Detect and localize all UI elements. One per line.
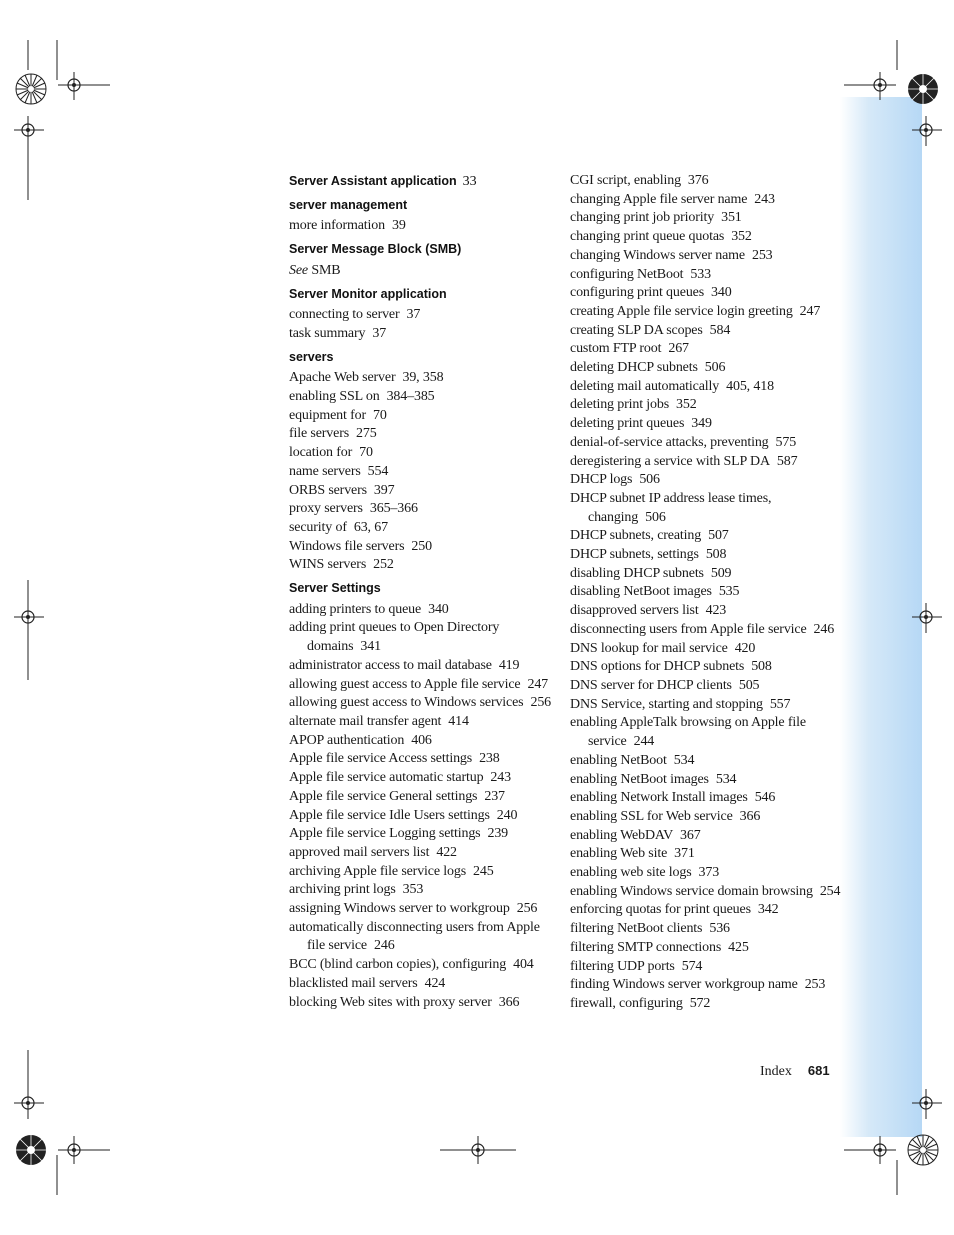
trim-line-bottom-left <box>56 1155 58 1195</box>
index-entry-text: security of <box>289 519 347 535</box>
crosshair-mark-top-left <box>56 72 112 100</box>
index-page-ref: 554 <box>367 463 389 479</box>
index-page-ref: 574 <box>681 958 703 974</box>
index-entry <box>570 883 841 902</box>
index-entry-text: name servers <box>289 463 361 479</box>
index-entry <box>289 694 559 713</box>
index-entry-text: custom FTP root <box>570 341 662 357</box>
index-page-ref: 246 <box>374 938 395 954</box>
index-entry-text: allowing guest access to Apple file service <box>289 676 521 692</box>
index-entry <box>570 658 835 677</box>
index-entry-text: configuring NetBoot <box>570 266 684 282</box>
index-entry-text: enabling web site logs <box>570 865 692 881</box>
index-entry-text: APOP authentication <box>289 732 405 748</box>
index-entry-text: adding print queues to Open Directory domains <box>289 620 500 655</box>
index-page-ref: 238 <box>479 751 500 767</box>
index-entry-text: creating SLP DA scopes <box>570 322 703 338</box>
index-entry-text: Apple file service Idle Users settings <box>289 807 490 823</box>
index-entry <box>289 619 559 656</box>
index-entry <box>570 808 835 827</box>
index-page-ref: 404 <box>513 957 534 973</box>
index-entry <box>289 900 559 919</box>
index-entry <box>570 939 835 958</box>
index-entry-text: denial-of-service attacks, preventing <box>570 434 769 450</box>
index-entry <box>289 369 559 388</box>
index-entry-text: enabling Network Install images <box>570 790 748 806</box>
page-number: 681 <box>807 1063 830 1078</box>
index-entry-text: disapproved servers list <box>570 603 699 619</box>
index-page-ref: 341 <box>360 639 381 655</box>
index-page-ref: 352 <box>676 397 697 413</box>
index-entry <box>289 750 559 769</box>
index-entry-text: disconnecting users from Apple file service <box>570 621 807 637</box>
index-page-ref: 253 <box>804 977 826 993</box>
index-entry-text: creating Apple file service login greeting <box>570 303 793 319</box>
index-page-ref: 414 <box>448 713 469 729</box>
index-entry <box>289 262 559 281</box>
index-entry-text: approved mail servers list <box>289 844 430 860</box>
index-page-ref: 584 <box>709 322 731 338</box>
index-entry-text: changing Apple file server name <box>570 191 748 207</box>
index-heading-text: Server Assistant application <box>289 174 457 188</box>
index-heading <box>289 172 559 192</box>
index-entry-text: file servers <box>289 426 350 442</box>
index-page-ref: 506 <box>645 509 666 525</box>
index-entry <box>289 881 559 900</box>
index-page-ref: 39, 358 <box>402 370 444 386</box>
index-page-ref: 63, 67 <box>353 519 388 535</box>
footer-label: Index <box>760 1064 792 1079</box>
index-entry <box>289 538 559 557</box>
index-page-ref: 534 <box>715 771 737 787</box>
index-page-ref: 353 <box>402 882 424 898</box>
index-heading <box>289 348 559 367</box>
index-page-ref: 252 <box>373 557 394 573</box>
page-footer <box>760 1063 832 1080</box>
index-heading <box>289 240 559 259</box>
index-entry <box>289 217 559 236</box>
index-page-ref: 546 <box>754 790 776 806</box>
starburst-mark-top-right <box>906 72 940 106</box>
index-entry-text: enabling NetBoot <box>570 752 667 768</box>
index-entry <box>570 901 835 920</box>
index-page-ref: 256 <box>516 901 538 917</box>
crosshair-mark-top-right <box>842 72 898 100</box>
index-entry-text: automatically disconnecting users from Apple file service <box>289 919 540 954</box>
index-entry-text: Windows file servers <box>289 538 405 554</box>
index-page-ref: 366 <box>739 808 761 824</box>
index-entry <box>289 807 559 826</box>
index-page-ref: 425 <box>728 939 749 955</box>
page-edge-color-band <box>840 97 922 1137</box>
index-page-ref: 70 <box>372 407 387 423</box>
index-entry <box>289 732 559 751</box>
index-entry <box>570 191 835 210</box>
index-entry-text: Apple file service General settings <box>289 788 478 804</box>
index-entry <box>570 209 835 228</box>
index-entry-text: ORBS servers <box>289 482 367 498</box>
index-entry <box>570 976 835 995</box>
index-entry-text: enabling SSL for Web service <box>570 808 733 824</box>
index-entry-text: alternate mail transfer agent <box>289 713 442 729</box>
index-entry <box>570 752 835 771</box>
crosshair-mark-bottom-left <box>14 1089 44 1119</box>
index-entry <box>289 556 559 575</box>
index-entry-text: DHCP subnets, settings <box>570 547 699 563</box>
index-entry-text: SMB <box>311 262 341 278</box>
index-entry-text: Apache Web server <box>289 370 396 386</box>
index-entry <box>570 771 835 790</box>
index-entry <box>570 172 835 191</box>
index-entry <box>570 583 835 602</box>
index-entry <box>289 769 559 788</box>
index-page-ref: 534 <box>673 752 695 768</box>
index-entry <box>570 228 835 247</box>
index-page-ref: 371 <box>674 846 695 862</box>
index-page-ref: 267 <box>668 341 689 357</box>
index-entry-text: DHCP subnet IP address lease times, changing <box>570 490 772 525</box>
index-heading-text: servers <box>289 349 334 364</box>
index-entry <box>289 463 559 482</box>
see-reference-label: See <box>289 262 308 278</box>
index-entry <box>289 956 559 975</box>
index-entry-text: location for <box>289 445 353 461</box>
index-page-ref: 419 <box>498 657 520 673</box>
index-entry-text: DNS server for DHCP clients <box>570 677 732 693</box>
index-page-ref: 352 <box>731 229 752 245</box>
index-entry <box>570 322 835 341</box>
index-entry <box>289 519 559 538</box>
index-page-ref: 247 <box>527 676 549 692</box>
index-entry <box>570 714 835 751</box>
index-page-ref: 384–385 <box>386 389 435 405</box>
index-entry-text: disabling DHCP subnets <box>570 565 704 581</box>
index-entry <box>289 657 559 676</box>
index-page-ref: 342 <box>757 902 779 918</box>
index-heading-text: Server Message Block (SMB) <box>289 242 462 257</box>
index-entry <box>570 602 835 621</box>
index-entry <box>570 864 835 883</box>
index-entry-text: changing Windows server name <box>570 247 745 263</box>
index-entry-text: DHCP logs <box>570 472 633 488</box>
index-entry <box>570 640 835 659</box>
index-page-ref: 367 <box>680 827 701 843</box>
starburst-mark-bottom-right <box>906 1133 940 1167</box>
index-entry-text: enabling Windows service domain browsing <box>570 883 813 899</box>
index-heading-text: Server Monitor application <box>289 286 447 301</box>
index-entry <box>570 340 835 359</box>
index-entry-text: configuring print queues <box>570 285 705 301</box>
index-entry-text: connecting to server <box>289 307 400 323</box>
index-entry <box>289 306 559 325</box>
index-entry <box>570 565 835 584</box>
index-page-ref: 405, 418 <box>726 378 774 394</box>
index-entry-text: proxy servers <box>289 501 363 517</box>
index-page-ref: 349 <box>691 416 712 432</box>
crosshair-mark-bottom-center <box>440 1136 516 1164</box>
index-page-ref: 340 <box>428 601 449 617</box>
index-page-ref: 37 <box>406 307 421 323</box>
index-entry <box>570 247 835 266</box>
index-page-ref: 423 <box>705 603 727 619</box>
index-entry <box>289 601 559 620</box>
index-entry <box>289 825 559 844</box>
index-entry <box>570 789 835 808</box>
index-entry-text: filtering NetBoot clients <box>570 921 703 937</box>
trim-line-left <box>27 40 29 1200</box>
index-entry-text: more information <box>289 218 385 234</box>
crosshair-mark-mid-right <box>912 603 942 633</box>
index-heading <box>289 196 559 215</box>
index-entry <box>289 844 559 863</box>
index-page-ref: 406 <box>411 732 432 748</box>
index-entry <box>570 845 835 864</box>
index-entry-text: enabling WebDAV <box>570 827 674 843</box>
index-page-ref: 245 <box>473 863 494 879</box>
index-page-ref: 253 <box>751 247 773 263</box>
index-entry <box>570 546 835 565</box>
index-page-ref: 420 <box>734 640 756 656</box>
index-entry <box>289 676 559 695</box>
index-column-left <box>289 172 559 1012</box>
index-entry <box>570 396 835 415</box>
index-entry <box>289 788 559 807</box>
index-page-ref: 376 <box>687 173 709 188</box>
index-entry <box>570 471 835 490</box>
index-page-ref: 509 <box>710 565 732 581</box>
index-page-ref: 506 <box>639 472 660 488</box>
index-entry <box>570 434 835 453</box>
index-page-ref: 557 <box>769 696 791 712</box>
index-entry <box>570 677 835 696</box>
index-column-right <box>570 172 841 1014</box>
index-entry-text: deleting print jobs <box>570 397 670 413</box>
index-entry-text: adding printers to queue <box>289 601 422 617</box>
index-entry <box>570 527 835 546</box>
index-entry-text: Apple file service Access settings <box>289 751 473 767</box>
index-page-ref: 239 <box>487 826 509 842</box>
index-entry-text: CGI script, enabling <box>570 173 681 188</box>
index-page-ref: 33 <box>462 174 477 189</box>
index-entry-text: DNS lookup for mail service <box>570 640 728 656</box>
index-page-ref: 424 <box>424 975 446 991</box>
index-heading <box>289 285 559 304</box>
index-entry-text: enabling Web site <box>570 846 668 862</box>
index-entry-text: allowing guest access to Windows services <box>289 695 524 711</box>
index-entry-text: archiving print logs <box>289 882 396 898</box>
index-entry <box>570 995 835 1014</box>
index-page-ref: 256 <box>530 695 552 711</box>
index-page-ref: 340 <box>711 285 732 301</box>
index-page-ref: 535 <box>718 584 740 600</box>
index-page-ref: 507 <box>708 528 729 544</box>
starburst-mark-bottom-left <box>14 1133 48 1167</box>
index-entry-text: deleting print queues <box>570 416 685 432</box>
index-page-ref: 575 <box>775 434 797 450</box>
index-entry-text: finding Windows server workgroup name <box>570 977 798 993</box>
index-entry <box>289 444 559 463</box>
index-entry <box>570 621 835 640</box>
index-entry-text: deleting DHCP subnets <box>570 360 698 376</box>
index-page-ref: 240 <box>496 807 518 823</box>
index-entry-text: firewall, configuring <box>570 995 683 1011</box>
index-entry-text: enabling AppleTalk browsing on Apple file service <box>570 715 806 750</box>
index-page-ref: 250 <box>411 538 432 554</box>
index-entry-text: Apple file service Logging settings <box>289 826 481 842</box>
trim-line-top-left <box>56 40 58 80</box>
crosshair-mark-mid-left <box>14 603 44 633</box>
index-entry <box>289 407 559 426</box>
index-entry <box>289 388 559 407</box>
index-entry-text: deleting mail automatically <box>570 378 720 394</box>
index-entry-text: Apple file service automatic startup <box>289 770 484 786</box>
index-page-ref: 422 <box>436 844 457 860</box>
index-page-ref: 505 <box>738 677 760 693</box>
index-entry-text: filtering UDP ports <box>570 958 675 974</box>
starburst-mark-top-left <box>14 72 48 106</box>
index-entry <box>289 994 559 1013</box>
index-entry <box>570 920 835 939</box>
crosshair-mark-bottom-right <box>842 1136 898 1164</box>
index-entry <box>289 482 559 501</box>
index-entry-text: DNS options for DHCP subnets <box>570 659 745 675</box>
index-entry <box>289 919 559 956</box>
index-entry <box>570 696 835 715</box>
index-heading-text: server management <box>289 197 408 212</box>
index-page-ref: 237 <box>484 788 505 804</box>
index-entry-text: equipment for <box>289 407 366 423</box>
index-page-ref: 397 <box>373 482 395 498</box>
index-page-ref: 373 <box>698 865 720 881</box>
crosshair-mark-bottom-left-2 <box>56 1136 112 1164</box>
index-entry-text: enforcing quotas for print queues <box>570 902 751 918</box>
index-page-ref: 536 <box>709 921 730 937</box>
index-page-ref: 254 <box>819 883 841 899</box>
index-entry <box>289 500 559 519</box>
index-entry <box>570 958 835 977</box>
index-entry-text: blocking Web sites with proxy server <box>289 994 492 1010</box>
index-entry-text: changing print queue quotas <box>570 229 725 245</box>
index-heading-text: Server Settings <box>289 581 381 596</box>
index-page-ref: 572 <box>689 995 711 1011</box>
index-entry-text: BCC (blind carbon copies), configuring <box>289 957 507 973</box>
index-page-ref: 70 <box>359 445 373 461</box>
index-entry <box>570 266 835 285</box>
index-entry <box>570 303 835 322</box>
index-page-ref: 37 <box>372 325 387 341</box>
crosshair-mark-bottom-right-2 <box>912 1089 942 1119</box>
index-entry-text: administrator access to mail database <box>289 657 492 673</box>
index-heading <box>289 579 559 598</box>
index-page-ref: 243 <box>754 191 775 207</box>
index-entry <box>570 359 835 378</box>
index-entry-text: changing print job priority <box>570 210 715 226</box>
index-entry <box>570 453 835 472</box>
index-entry <box>570 415 835 434</box>
index-entry <box>289 863 559 882</box>
index-page-ref: 533 <box>690 266 711 282</box>
index-entry <box>289 713 559 732</box>
index-page-ref: 508 <box>751 659 772 675</box>
index-page-ref: 366 <box>498 994 520 1010</box>
index-page-ref: 365–366 <box>369 501 418 517</box>
index-entry-text: blacklisted mail servers <box>289 975 418 991</box>
index-page-ref: 351 <box>721 210 742 226</box>
index-entry-text: task summary <box>289 325 366 341</box>
index-entry-text: DNS Service, starting and stopping <box>570 696 763 712</box>
index-entry <box>570 827 835 846</box>
index-entry <box>289 325 559 344</box>
index-page-ref: 587 <box>776 453 798 469</box>
index-page-ref: 243 <box>490 770 511 786</box>
index-page-ref: 506 <box>704 360 726 376</box>
index-entry-text: DHCP subnets, creating <box>570 528 702 544</box>
index-entry-text: disabling NetBoot images <box>570 584 712 600</box>
index-entry <box>289 425 559 444</box>
index-entry <box>570 284 835 303</box>
index-entry-text: enabling NetBoot images <box>570 771 709 787</box>
crosshair-mark-top-right-2 <box>912 116 942 146</box>
index-entry-text: assigning Windows server to workgroup <box>289 901 510 917</box>
index-entry <box>570 378 835 397</box>
index-page-ref: 508 <box>705 547 727 563</box>
index-entry <box>570 490 835 527</box>
crosshair-mark-top-left-2 <box>14 116 44 146</box>
trim-line-right <box>896 40 898 1200</box>
index-entry-text: deregistering a service with SLP DA <box>570 453 770 469</box>
index-page-ref: 244 <box>633 734 655 750</box>
index-page-ref: 275 <box>356 426 377 442</box>
index-entry-text: archiving Apple file service logs <box>289 863 466 879</box>
index-page-ref: 247 <box>799 303 821 319</box>
index-entry-text: enabling SSL on <box>289 389 380 405</box>
index-entry-text: filtering SMTP connections <box>570 939 722 955</box>
index-entry-text: WINS servers <box>289 557 367 573</box>
index-page-ref: 39 <box>391 218 406 234</box>
index-entry <box>289 975 559 994</box>
index-page-ref: 246 <box>813 621 835 637</box>
